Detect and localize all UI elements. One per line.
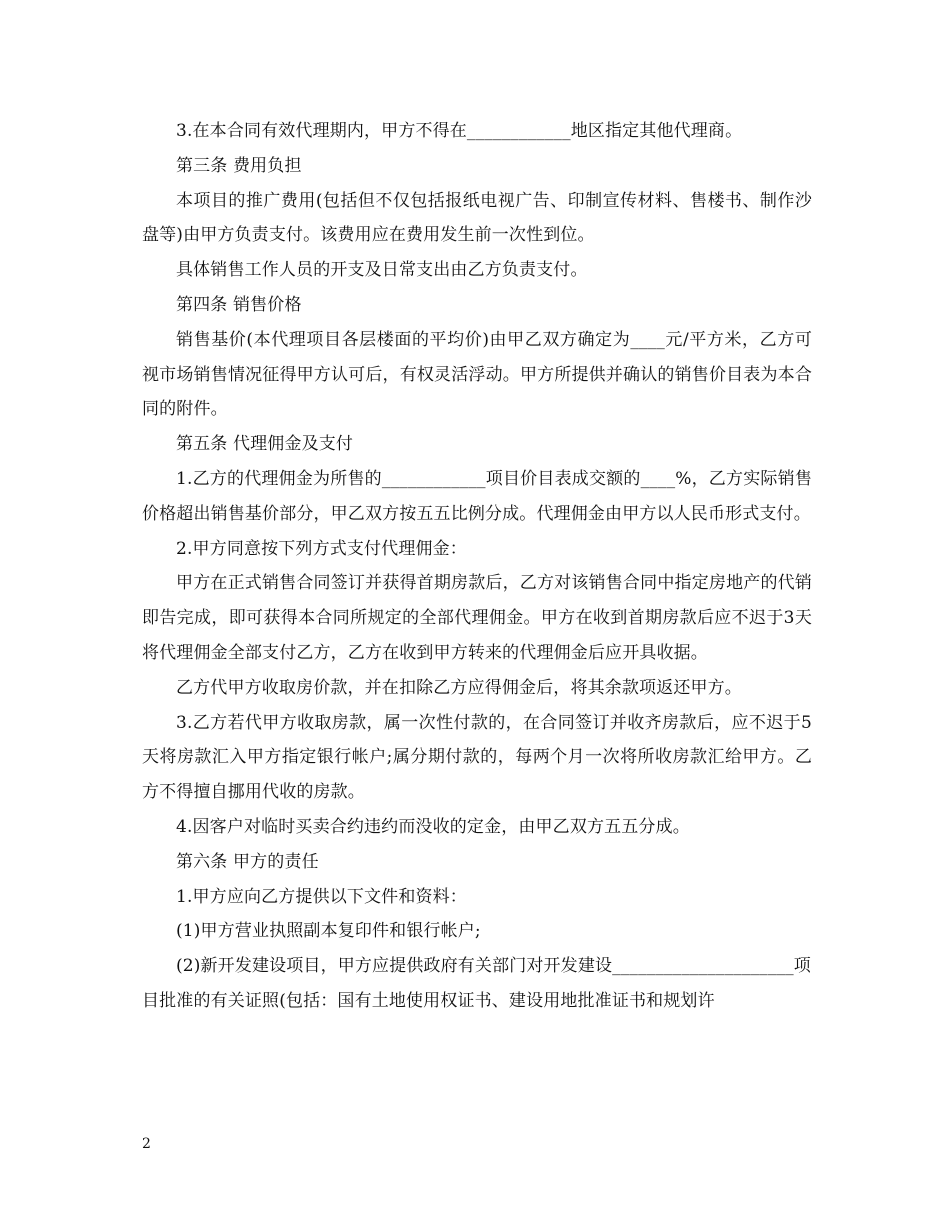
paragraph-staff-expenses: 具体销售工作人员的开支及日常支出由乙方负责支付。 — [176, 260, 588, 281]
section-heading-article-3: 第三条 费用负担 — [176, 155, 302, 176]
paragraph-remittance: 3.乙方若代甲方收取房款，属一次性付款的，在合同签订并收齐房款后，应不迟于5天将房款汇入甲方指定银行帐户;属分期付款的，每两个月一次将所收房款汇给甲方。乙方不得擅自挪用代收的房款。 — [142, 712, 812, 803]
page-number: 2 — [142, 1136, 151, 1152]
paragraph-clause-2-3: 3.在本合同有效代理期内，甲方不得在____________地区指定其他代理商。 — [176, 121, 743, 141]
paragraph-commission-rate: 1.乙方的代理佣金为所售的____________项目价目表成交额的____%，乙方实际销售价格超出销售基价部分，甲乙双方按五五比例分成。代理佣金由甲方以人民币形式支付。 — [142, 468, 812, 524]
paragraph-documents-required: 1.甲方应向乙方提供以下文件和资料： — [176, 886, 467, 907]
section-heading-article-5: 第五条 代理佣金及支付 — [176, 434, 354, 455]
paragraph-payment-method: 2.甲方同意按下列方式支付代理佣金： — [176, 538, 467, 559]
paragraph-base-price: 销售基价(本代理项目各层楼面的平均价)由甲乙双方确定为____元/平方米，乙方可视市场销售情况征得甲方认可后，有权灵活浮动。甲方所提供并确认的销售价目表为本合同的附件。 — [142, 329, 812, 420]
paragraph-collection-return: 乙方代甲方收取房价款，并在扣除乙方应得佣金后，将其余款项返还甲方。 — [176, 677, 742, 698]
paragraph-deposit-split: 4.因客户对临时买卖合约违约而没收的定金，由甲乙双方五五分成。 — [176, 816, 690, 837]
section-heading-article-6: 第六条 甲方的责任 — [176, 851, 319, 872]
section-heading-article-4: 第四条 销售价格 — [176, 294, 302, 315]
paragraph-commission-timing: 甲方在正式销售合同签订并获得首期房款后，乙方对该销售合同中指定房地产的代销即告完成，即可获得本合同所规定的全部代理佣金。甲方在收到首期房款后应不迟于3天将代理佣金全部支付乙方，乙方在收到甲方转来的代理佣金后应开具收据。 — [142, 573, 812, 663]
paragraph-business-license: (1)甲方营业执照副本复印件和银行帐户; — [176, 921, 481, 942]
paragraph-project-approval: (2)新开发建设项目，甲方应提供政府有关部门对开发建设_____________________项目批准的有关证照(包括：国有土地使用权证书、建设用地批准证书和规划许 — [142, 956, 811, 1011]
paragraph-promotion-costs: 本项目的推广费用(包括但不仅包括报纸电视广告、印制宣传材料、售楼书、制作沙盘等)由甲方负责支付。该费用应在费用发生前一次性到位。 — [142, 190, 812, 246]
document-body — [142, 114, 812, 1019]
